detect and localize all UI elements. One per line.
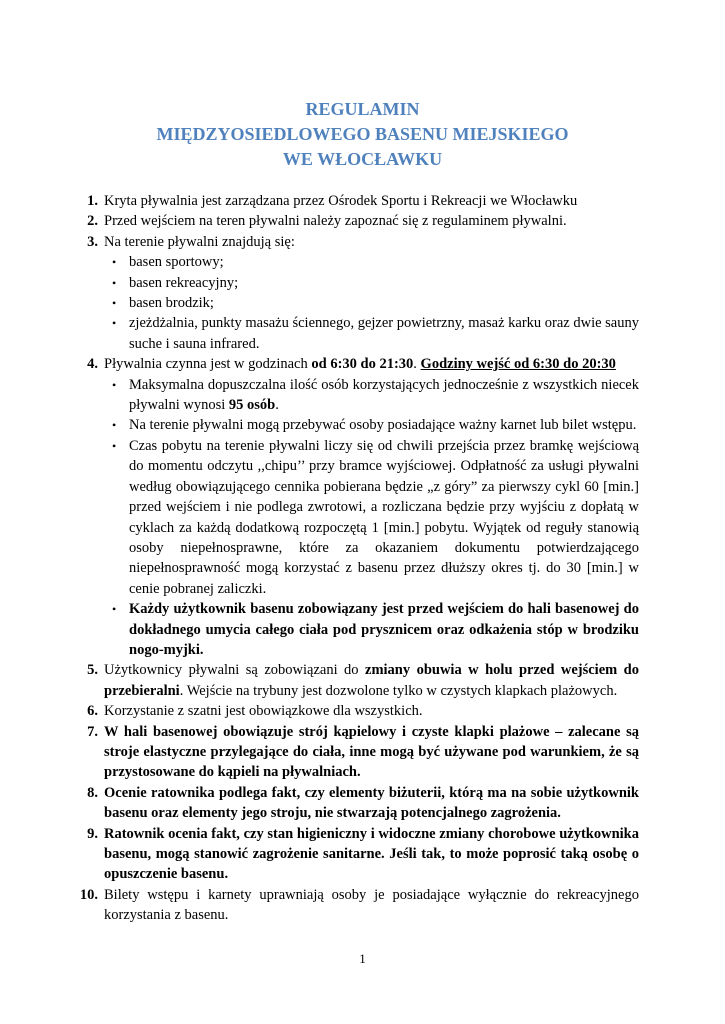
list-item <box>0 211 725 231</box>
item-number: 1. <box>87 193 98 209</box>
item-number: 3. <box>87 233 98 250</box>
item-number: 8. <box>87 784 98 801</box>
bullet-icon: • <box>112 296 117 311</box>
list-item <box>0 232 725 252</box>
bullet-icon: • <box>112 377 117 392</box>
title-line-1: REGULAMIN <box>305 99 420 119</box>
bullet-icon: • <box>112 438 117 453</box>
list-item <box>0 701 725 721</box>
sub-item-text: basen brodzik; <box>129 295 214 312</box>
page-number: 1 <box>359 951 366 966</box>
sub-item <box>0 436 725 599</box>
item-text: Ratownik ocenia fakt, czy stan higieniczny i widoczne zmiany chorobowe użytkownika basenu, mogą stanowić zagrożenie sanitarne. Jeśli tak, to może poprosić taką osobę o opuszczenie basenu. <box>104 825 639 883</box>
sub-item-text: Każdy użytkownik basenu zobowiązany jest przed wejściem do hali basenowej do dokładnego umycia całego ciała pod prysznicem oraz odkażenia stóp w brodziku nogo-myjki. <box>129 601 639 658</box>
item-text: Ocenie ratownika podlega fakt, czy elementy biżuterii, którą ma na sobie użytkownik basenu oraz elementy jego stroju, nie stwarzają potencjalnego zagrożenia. <box>104 784 639 822</box>
entry-hours: Godziny wejść od 6:30 do 20:30 <box>420 356 616 373</box>
sub-item-text: basen sportowy; <box>129 254 224 271</box>
item-text: Pływalnia czynna jest w godzinach <box>104 356 312 373</box>
sub-item <box>0 415 725 435</box>
bullet-icon: • <box>112 602 117 617</box>
sub-item-text: Na terenie pływalni mogą przebywać osoby posiadające ważny karnet lub bilet wstępu. <box>129 417 637 434</box>
sub-item-text: zjeżdżalnia, punkty masażu ściennego, gejzer powietrzny, masaż karku oraz dwie sauny suche i sauna infrared. <box>129 315 639 352</box>
item-text: Na terenie pływalni znajdują się: <box>104 233 295 250</box>
shoe-change-rule: zmiany obuwia w holu przed wejściem do przebieralni <box>104 662 639 699</box>
sub-item-text: Czas pobytu na terenie pływalni liczy się od chwili przejścia przez bramkę wejściową do momentu odczytu ,,chipu’’ przy bramce wyjściowej. Odpłatność za usługi pływalni według obowiązującego cennika pobierana będzie „z góry” za pierwszy cykl 60 [min.] przed wejściem i nie podlega zwrotowi, a rozliczana będzie przy wyjściu z dopłatą w cyklach za każdą dodatkową rozpoczętą 1 [min.] pobytu. Wyjątek od reguły stanowią osoby niepełnosprawne, które za okazaniem dokumentu potwierdzającego niepełnosprawność mogą korzystać z basenu przez dłuższy okres tj. do 30 [min.] w cenie pobranej zaliczki. <box>129 437 639 597</box>
regulations-list <box>0 191 725 926</box>
list-item <box>0 722 725 783</box>
item-text: Korzystanie z szatni jest obowiązkowe dla wszystkich. <box>104 703 423 720</box>
item-number: 7. <box>87 723 98 740</box>
item-text: Użytkownicy pływalni są zobowiązani do <box>104 662 366 679</box>
item-number: 2. <box>87 213 98 230</box>
list-item <box>0 783 725 824</box>
item-number: 10. <box>79 886 98 903</box>
max-persons: 95 osób <box>228 397 276 414</box>
item-number: 5. <box>87 662 98 679</box>
list-item <box>0 354 725 374</box>
opening-hours: od 6:30 do 21:30 <box>311 356 414 373</box>
item-text: W hali basenowej obowiązuje strój kąpielowy i czyste klapki plażowe – zalecane są stroje elastyczne przylegające do ciała, inne mogą być używane pod warunkiem, że są przystosowane do kąpieli na pływalniach. <box>104 723 639 781</box>
bullet-icon: • <box>112 418 117 433</box>
bullet-icon: • <box>112 275 117 290</box>
sub-item <box>0 293 725 313</box>
item-number: 4. <box>87 356 98 373</box>
title-line-3: WE WŁOCŁAWKU <box>282 149 443 169</box>
item-text-sep: . <box>413 356 421 373</box>
sub-item-end: . <box>275 397 279 414</box>
sub-item-text: Maksymalna dopuszczalna ilość osób korzystających jednocześnie z wszystkich niecek pływalni wynosi <box>129 376 639 414</box>
item-number: 6. <box>87 703 98 720</box>
item-text-cont: . Wejście na trybuny jest dozwolone tylko w czystych klapkach plażowych. <box>179 682 618 699</box>
sub-item <box>0 599 725 660</box>
bullet-icon: • <box>112 316 117 331</box>
title-line-2: MIĘDZYOSIEDLOWEGO BASENU MIEJSKIEGO <box>156 124 569 144</box>
item-text: Przed wejściem na teren pływalni należy zapoznać się z regulaminem pływalni. <box>104 213 567 230</box>
bullet-icon: • <box>112 255 117 270</box>
list-item <box>0 191 725 211</box>
sub-item <box>0 375 725 416</box>
sub-item <box>0 313 725 354</box>
item-text: Kryta pływalnia jest zarządzana przez Ośrodek Sportu i Rekreacji we Włocławku <box>104 193 578 209</box>
sub-item <box>0 252 725 272</box>
list-item <box>0 885 725 926</box>
list-item <box>0 660 725 701</box>
item-number: 9. <box>87 825 98 842</box>
sub-item-text: basen rekreacyjny; <box>129 274 239 291</box>
item-text: Bilety wstępu i karnety uprawniają osoby je posiadające wyłącznie do rekreacyjnego korzystania z basenu. <box>104 886 639 924</box>
list-item <box>0 824 725 885</box>
sub-item <box>0 273 725 293</box>
